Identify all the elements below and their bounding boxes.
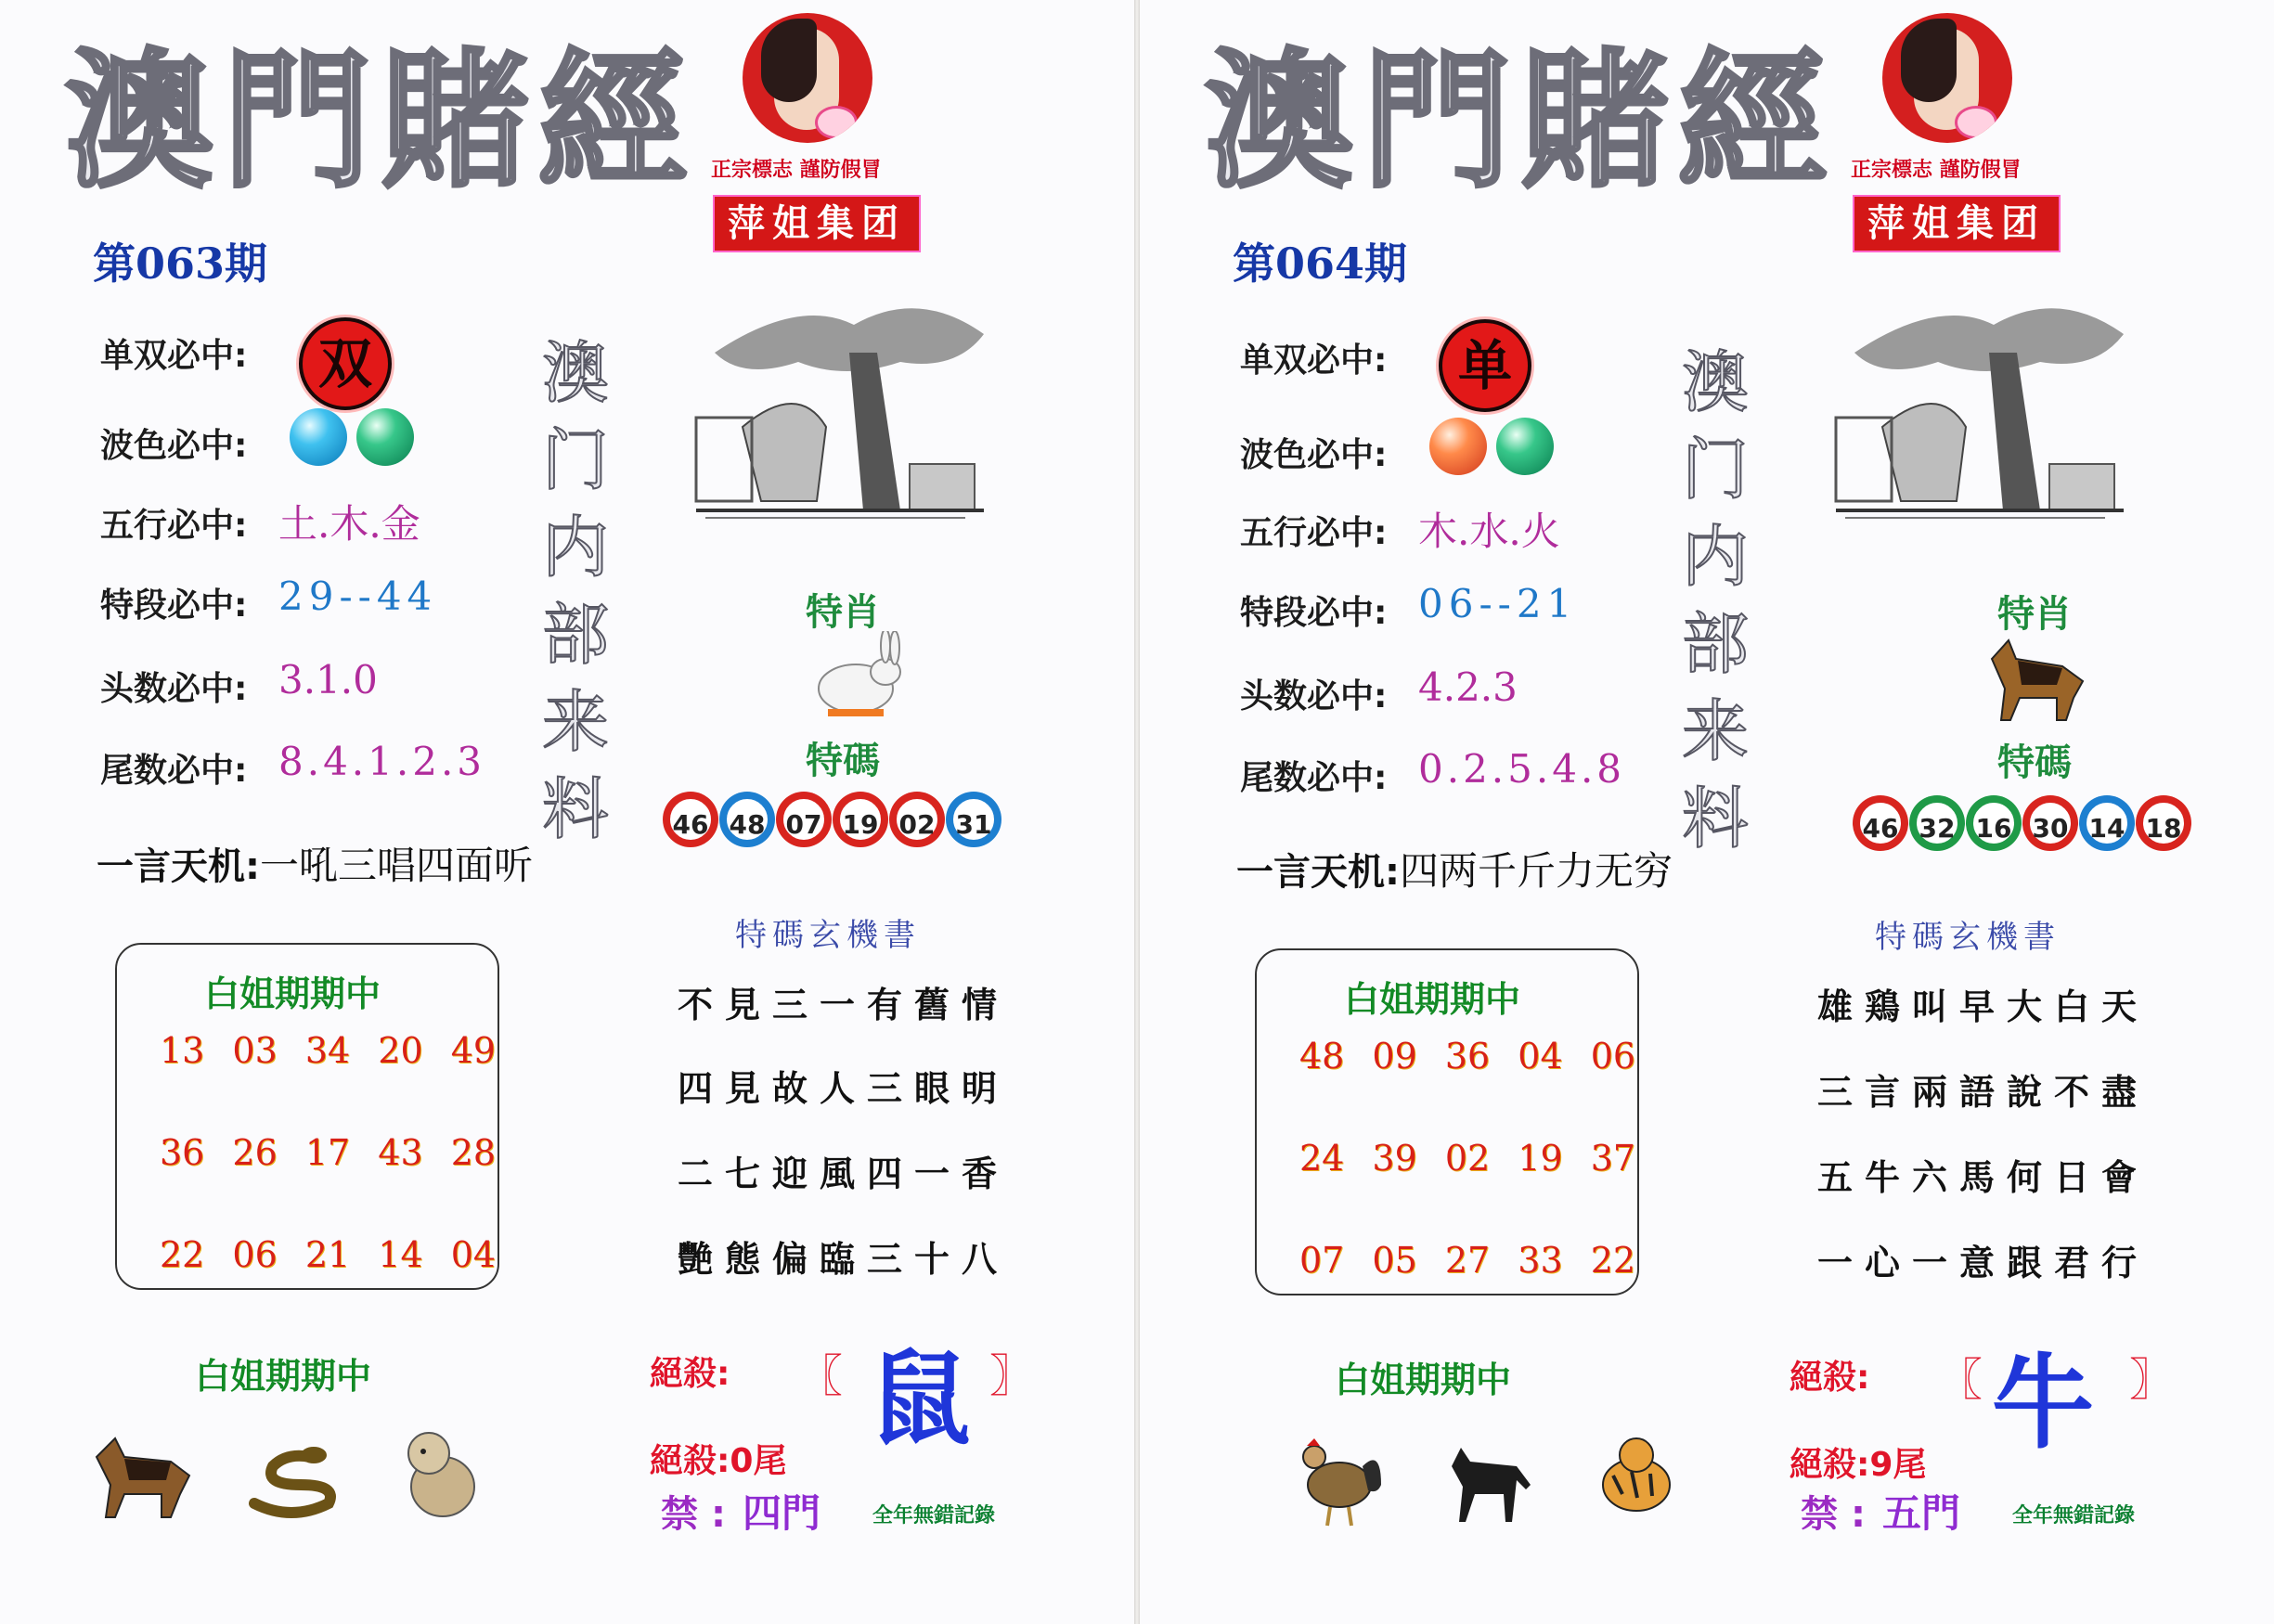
logo bbox=[1882, 13, 2012, 143]
box-row: 22 06 21 14 04 bbox=[160, 1234, 497, 1275]
ban-row bbox=[1801, 1485, 1866, 1538]
tail-value: 0.2.5.4.8 bbox=[1418, 746, 1626, 792]
bottom-box-title: 白姐期期中 bbox=[1335, 1359, 1512, 1400]
element-value: 土.木.金 bbox=[278, 501, 420, 547]
special-code-label: 特碼 bbox=[1997, 741, 2072, 784]
head-value: 4.2.3 bbox=[1418, 664, 1518, 710]
range-value: 06--21 bbox=[1418, 581, 1578, 626]
monkey-icon bbox=[392, 1422, 494, 1524]
box-title bbox=[204, 965, 381, 1016]
number-ball: 31 bbox=[948, 793, 1000, 845]
oneword-row bbox=[1236, 841, 1673, 896]
oneword-label: 一言天机: bbox=[1236, 851, 1400, 894]
tree-sketch-illustration bbox=[1827, 278, 2133, 529]
number-ball: 32 bbox=[1911, 797, 1963, 849]
horse-icon bbox=[1433, 1429, 1544, 1531]
tail-value: 8.4.1.2.3 bbox=[278, 739, 486, 784]
number-ball: 18 bbox=[2138, 797, 2190, 849]
rabbit-icon bbox=[800, 631, 911, 724]
range-label: 特段必中: bbox=[100, 586, 248, 625]
number-ball: 07 bbox=[778, 793, 830, 845]
number-ball: 30 bbox=[2024, 797, 2076, 849]
wave-ball-green-icon bbox=[1496, 418, 1554, 475]
special-code-label: 特碼 bbox=[806, 739, 880, 782]
logo-caption: 正宗標志 謹防假冒 bbox=[1851, 159, 2022, 182]
number-ball: 46 bbox=[1854, 797, 1906, 849]
verse-line: 艷態偏臨三十八 bbox=[678, 1238, 1010, 1280]
wave-ball-red-icon bbox=[1429, 418, 1487, 475]
issue-number: 第064期 bbox=[1233, 238, 1408, 289]
group-badge: 萍姐集团 bbox=[1853, 195, 2061, 252]
vertical-slogan: 澳门内部来料 bbox=[541, 334, 609, 848]
ban-value: 五門 bbox=[1882, 1490, 1961, 1536]
number-ball: 02 bbox=[891, 793, 943, 845]
bracket-open: 〖 bbox=[798, 1350, 844, 1402]
kill-tail-label: 絕殺: bbox=[1789, 1446, 1870, 1484]
special-zodiac-label: 特肖 bbox=[806, 590, 880, 634]
box-title-text: 白姐期期中 bbox=[1344, 978, 1521, 1020]
tree-sketch-illustration bbox=[687, 278, 993, 529]
bottom-box-title: 白姐期期中 bbox=[195, 1355, 372, 1397]
kill-zodiac: 牛 bbox=[1992, 1343, 2094, 1463]
ban-row bbox=[661, 1485, 726, 1538]
record-note: 全年無錯記錄 bbox=[872, 1504, 996, 1527]
page-title: 澳門賭經 bbox=[65, 33, 697, 208]
element-label: 五行必中: bbox=[1240, 514, 1388, 552]
kill-tail-row bbox=[1789, 1438, 1926, 1486]
special-zodiac-label: 特肖 bbox=[1997, 592, 2072, 636]
record-note: 全年無錯記錄 bbox=[2012, 1504, 2136, 1527]
tail-label: 尾数必中: bbox=[100, 752, 248, 790]
odd-even-badge: 单 bbox=[1439, 319, 1531, 412]
page-left bbox=[0, 0, 1134, 1624]
verse-line: 不見三一有舊情 bbox=[678, 984, 1010, 1025]
bracket-close: 〗 bbox=[2129, 1354, 2175, 1406]
ban-label: 禁 bbox=[1801, 1493, 1838, 1536]
box-row: 36 26 17 43 28 bbox=[160, 1132, 497, 1173]
number-ball: 14 bbox=[2081, 797, 2133, 849]
issue-number: 第063期 bbox=[93, 238, 268, 289]
kill-tail-value: 9尾 bbox=[1869, 1446, 1927, 1484]
kill-zodiac: 鼠 bbox=[869, 1339, 971, 1459]
dog-icon bbox=[87, 1420, 199, 1522]
logo bbox=[743, 13, 872, 143]
group-badge: 萍姐集团 bbox=[713, 195, 921, 252]
box-row: 48 09 36 04 06 bbox=[1299, 1036, 1636, 1076]
element-value: 木.水.火 bbox=[1418, 509, 1560, 554]
number-ball: 46 bbox=[665, 793, 717, 845]
wave-label: 波色必中: bbox=[1240, 436, 1388, 474]
verse-line: 四見故人三眼明 bbox=[678, 1067, 1010, 1109]
ban-colon: : bbox=[1850, 1493, 1866, 1536]
kill-tail-value: 0尾 bbox=[730, 1442, 787, 1480]
element-label: 五行必中: bbox=[100, 507, 248, 545]
kill-label: 絕殺: bbox=[650, 1355, 730, 1393]
range-label: 特段必中: bbox=[1240, 594, 1388, 632]
wave-label: 波色必中: bbox=[100, 427, 248, 465]
box-row: 13 03 34 20 49 bbox=[160, 1030, 497, 1071]
tail-label: 尾数必中: bbox=[1240, 759, 1388, 797]
head-label: 头数必中: bbox=[100, 670, 248, 708]
range-value: 29--44 bbox=[278, 574, 438, 619]
page-title: 澳門賭經 bbox=[1205, 33, 1837, 208]
verse-line: 三言兩語說不盡 bbox=[1817, 1071, 2150, 1113]
oneword-label: 一言天机: bbox=[97, 845, 260, 888]
verse-line: 雄鶏叫早大白天 bbox=[1817, 986, 2150, 1027]
book-title: 特碼玄機書 bbox=[1875, 919, 2061, 956]
logo-caption: 正宗標志 謹防假冒 bbox=[711, 159, 882, 182]
box-title-text: 白姐期期中 bbox=[204, 973, 381, 1014]
number-ball: 48 bbox=[721, 793, 773, 845]
kill-tail-label: 絕殺: bbox=[650, 1442, 730, 1480]
wave-ball-green-icon bbox=[356, 408, 414, 466]
verse-line: 一心一意跟君行 bbox=[1817, 1242, 2150, 1283]
box-row: 24 39 02 19 37 bbox=[1299, 1138, 1636, 1179]
verse-line: 五牛六馬何日會 bbox=[1817, 1156, 2150, 1198]
odd-even-badge: 双 bbox=[299, 317, 392, 410]
kill-tail-row bbox=[650, 1435, 786, 1482]
box-row: 07 05 27 33 22 bbox=[1299, 1240, 1636, 1281]
number-ball: 16 bbox=[1968, 797, 2020, 849]
head-label: 头数必中: bbox=[1240, 677, 1388, 715]
book-title: 特碼玄機書 bbox=[735, 917, 921, 954]
odd-even-label: 单双必中: bbox=[100, 337, 248, 375]
rooster-icon bbox=[1288, 1429, 1390, 1531]
tiger-icon bbox=[1585, 1429, 1687, 1531]
bracket-open: 〖 bbox=[1938, 1354, 1983, 1406]
head-value: 3.1.0 bbox=[278, 657, 378, 702]
oneword-value: 四两千斤力无穷 bbox=[1400, 848, 1673, 894]
bracket-close: 〗 bbox=[989, 1350, 1035, 1402]
kill-label: 絕殺: bbox=[1789, 1359, 1870, 1397]
oneword-value: 一吼三唱四面听 bbox=[260, 843, 534, 888]
wave-ball-blue-icon bbox=[290, 408, 347, 466]
oneword-row bbox=[97, 835, 533, 891]
snake-icon bbox=[236, 1429, 347, 1522]
vertical-slogan: 澳门内部来料 bbox=[1681, 343, 1749, 857]
page-right bbox=[1140, 0, 2274, 1624]
box-title bbox=[1344, 971, 1520, 1022]
ban-label: 禁 bbox=[661, 1493, 698, 1536]
dog-icon bbox=[1983, 631, 2094, 724]
number-ball: 19 bbox=[834, 793, 886, 845]
verse-line: 二七迎風四一香 bbox=[678, 1153, 1010, 1194]
ban-value: 四門 bbox=[743, 1490, 821, 1536]
odd-even-label: 单双必中: bbox=[1240, 342, 1388, 380]
ban-colon: : bbox=[710, 1493, 726, 1536]
